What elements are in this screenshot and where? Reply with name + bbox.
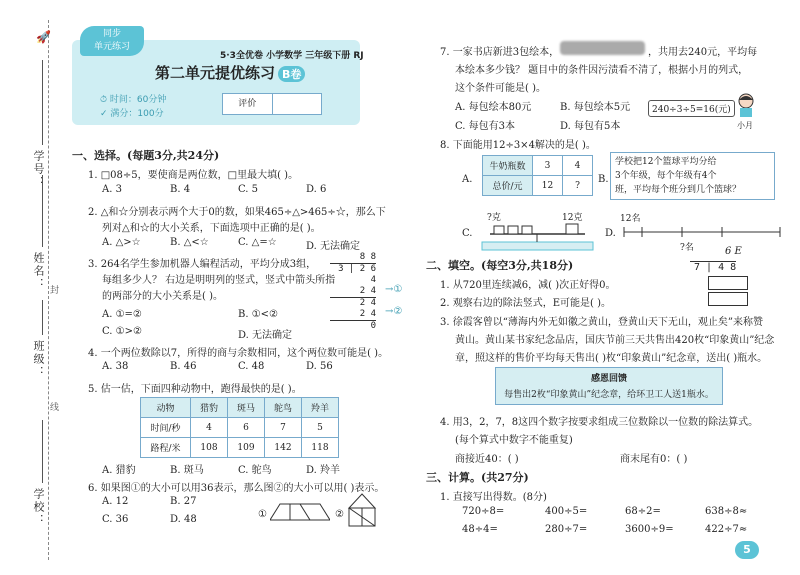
balance-scale-figure (480, 220, 595, 252)
table-cell: 时间/秒 (141, 418, 191, 438)
q7-stem-line3: 这个条件可能是( )。 (455, 83, 546, 94)
table-header-cell: 羚羊 (302, 398, 339, 418)
q8-stem: 8. 下面能用12÷3×4解决的是( )。 (440, 140, 596, 151)
table-header-cell: 鸵鸟 (265, 398, 302, 418)
table-header-cell: 动物 (141, 398, 191, 418)
q2-option-b[interactable]: B. △<☆ (170, 237, 209, 248)
div-quotient: 8 8 (359, 252, 376, 262)
q7-formula-bubble: 240÷3÷5=16(元) (648, 100, 735, 117)
table-header-row (141, 398, 339, 418)
q6-fig2-label: ② (335, 509, 344, 520)
q1-option-b[interactable]: B. 4 (170, 184, 191, 195)
q6-option-b[interactable]: B. 27 (170, 496, 197, 507)
table-cell: 3 (533, 156, 563, 176)
q7-option-a[interactable]: A. 每包绘本80元 (455, 102, 532, 113)
girl-name-label: 小月 (737, 121, 753, 130)
q3-stem-line1: 3. 264名学生参加机器人编程活动，平均分成3组， (88, 259, 317, 270)
class-line (42, 300, 43, 335)
class-label: 班级： (32, 340, 45, 379)
time-info: ⏱ 时间：60分钟 (100, 95, 167, 105)
seal-mark: 封 (50, 286, 60, 296)
table-cell: 路程/米 (141, 438, 191, 458)
table-cell: 118 (302, 438, 339, 458)
division-body: 7 | 4 8 (690, 261, 736, 273)
q8-option-b-label[interactable]: B. (598, 174, 609, 185)
mark2-text: ② (393, 306, 403, 317)
table-cell: ? (563, 176, 593, 196)
student-id-line (42, 60, 43, 145)
seal-mark-2: 线 (50, 403, 60, 413)
table-cell: 12 (533, 176, 563, 196)
q2-option-c[interactable]: C. △=☆ (238, 237, 277, 248)
table-cell: 牛奶瓶数 (483, 156, 533, 176)
tangram-figure-1 (270, 500, 330, 522)
section3-title: 三、计算。(共27分) (426, 471, 529, 484)
gratitude-banner (495, 367, 723, 405)
page-number: 5 (735, 541, 759, 559)
calc-2-3[interactable]: 3600÷9= (625, 524, 674, 535)
q2-option-d[interactable]: D. 无法确定 (306, 241, 361, 252)
milk-price-table (482, 155, 593, 196)
line-top-label: 12名 (620, 214, 641, 224)
q7-stem-line2: 本绘本多少钱？ 题目中的条件因污渍看不清了，根据小月的列式， (455, 65, 749, 76)
q3-option-d[interactable]: D. 无法确定 (238, 330, 293, 341)
evaluation-box (222, 93, 322, 115)
table-cell: 5 (302, 418, 339, 438)
student-id-label: 学号： (32, 150, 45, 189)
mark1-text: ① (393, 284, 403, 295)
q4-stem: 4. 一个两位数除以7，所得的商与余数相同，这个两位数可能是( )。 (88, 348, 389, 359)
table-row (141, 438, 339, 458)
scale-right-label: 12克 (562, 213, 583, 223)
q3-mark-1: →① (385, 284, 403, 295)
banner-title: 感恩回馈 (590, 374, 627, 384)
ribbon-line2: 单元练习 (93, 42, 130, 52)
s2-q3-line2: 黄山。黄山某书家纪念品店，国庆节前三天共售出420枚“印象黄山”纪念 (455, 335, 775, 346)
q2-option-a[interactable]: A. △>☆ (102, 237, 141, 248)
div-remainder: 0 (330, 320, 376, 332)
q3-stem-line3: 的两部分的大小关系是( )。 (102, 291, 223, 302)
q1-option-a[interactable]: A. 3 (102, 184, 122, 195)
s2-q3-line3: 章，照这样的售价平均每天售出( )枚“印象黄山”纪念章，送出( )瓶水。 (455, 353, 768, 364)
table-header-cell: 斑马 (228, 398, 265, 418)
q6-stem: 6. 如果图①的大小可以用36表示，那么图②的大小可以用( )表示。 (88, 483, 385, 494)
q5-option-b[interactable]: B. 斑马 (170, 465, 204, 476)
tangram-figure-2 (347, 492, 377, 528)
binding-dashed-line (48, 20, 49, 560)
school-line (42, 420, 43, 483)
div-step1: 2 4 (359, 286, 376, 296)
q5-option-c[interactable]: C. 鸵鸟 (238, 465, 272, 476)
q7-option-b[interactable]: B. 每包绘本5元 (560, 102, 631, 113)
division-boxes-2[interactable] (708, 292, 748, 306)
q7-stem-line1-a: 7. 一家书店新进3包绘本， (440, 47, 560, 58)
school-label: 学校： (32, 488, 45, 527)
table-cell: 6 (228, 418, 265, 438)
q7-option-c[interactable]: C. 每包有3本 (455, 121, 516, 132)
table-cell: 总价/元 (483, 176, 533, 196)
table-cell: 4 (191, 418, 228, 438)
table-cell: 108 (191, 438, 228, 458)
q2-stem-line1: 2. △和☆分别表示两个大于0的数，如果465÷△>465÷☆，那么下 (88, 207, 386, 218)
optb-line3: 班，平均每个班分到几个篮球？ (615, 185, 742, 195)
scale-left-label: ?克 (487, 213, 501, 223)
table-cell: 7 (265, 418, 302, 438)
q3-mark-2: →② (385, 306, 403, 317)
division-quotient: 6 E (725, 246, 742, 257)
division-boxes[interactable] (708, 276, 748, 290)
q7-option-d[interactable]: D. 每包有5本 (560, 121, 621, 132)
q4-option-d[interactable]: D. 56 (306, 361, 333, 372)
s3-sub1: 1. 直接写出得数。(8分) (440, 492, 547, 503)
q5-option-d[interactable]: D. 羚羊 (306, 465, 341, 476)
table-row (141, 418, 339, 438)
q6-option-a[interactable]: A. 12 (102, 496, 129, 507)
q5-option-a[interactable]: A. 猎豹 (102, 465, 136, 476)
evaluation-blank[interactable] (273, 94, 322, 114)
table-row (483, 156, 593, 176)
score-info: ✓ 满分：100分 (100, 109, 164, 119)
animal-speed-table (140, 397, 339, 458)
q8-option-b-box (610, 152, 775, 200)
q7-stem-line1-b: ，共用去240元，平均每 (648, 47, 758, 58)
calc-2-1[interactable]: 48÷4= (462, 524, 498, 535)
version-badge: B卷 (278, 66, 305, 82)
series-header: 5·3全优卷 小学数学 三年级下册 RJ (220, 51, 364, 61)
line-bottom-label: ?名 (680, 243, 694, 253)
full-score-text: 满分：100分 (110, 109, 164, 119)
section2-title: 二、填空。(每空3分,共18分) (426, 259, 574, 272)
table-cell: 142 (265, 438, 302, 458)
name-line (42, 175, 43, 247)
evaluation-label: 评价 (223, 94, 273, 114)
ribbon-line1: 同步 (102, 29, 121, 39)
table-cell: 4 (563, 156, 593, 176)
q6-option-c[interactable]: C. 36 (102, 514, 129, 525)
q3-option-a[interactable]: A. ①=② (102, 309, 142, 320)
calc-2-4[interactable]: 422÷7≈ (705, 524, 748, 535)
q5-stem: 5. 估一估，下面四种动物中，跑得最快的是( )。 (88, 384, 302, 395)
calc-2-2[interactable]: 280÷7= (545, 524, 588, 535)
optb-line2: 3个年级，每个年级有4个 (615, 171, 717, 181)
q3-option-b[interactable]: B. ①<② (238, 309, 279, 320)
q2-stem-line2: 列对△和☆的大小关系，下面选项中正确的是( )。 (102, 223, 321, 234)
s2-q4-answer-b[interactable]: 商末尾有0：( ) (620, 454, 688, 465)
q6-fig1-label: ① (258, 509, 267, 520)
title-text: 第二单元提优练习 (155, 64, 276, 82)
banner-text: 每售出2枚“印象黄山”纪念章，给环卫工人送1瓶水。 (504, 390, 714, 400)
time-text: 时间：60分钟 (109, 95, 167, 105)
q4-option-a[interactable]: A. 38 (102, 361, 129, 372)
s2-q4-line1: 4. 用3，2，7，8这四个数字按要求组成三位数除以一位数的除法算式。 (440, 417, 759, 428)
q3-stem-line2: 每组多少人？ 右边是明明列的竖式，竖式中箭头所指 (102, 275, 336, 286)
table-header-cell: 猎豹 (191, 398, 228, 418)
q3-option-c[interactable]: C. ①>② (102, 326, 142, 337)
q3-long-division (330, 252, 376, 332)
q8-option-d-label[interactable]: D. (605, 228, 616, 239)
q8-option-c-label[interactable]: C. (462, 228, 473, 239)
optb-line1: 学校把12个篮球平均分给 (615, 157, 717, 167)
q1-stem: 1. □08÷5，要使商是两位数，□里最大填( )。 (88, 170, 299, 181)
div-dividend: 3 | 2 6 4 (330, 263, 376, 286)
s2-q4-answer-a[interactable]: 商接近40：( ) (455, 454, 519, 465)
name-label: 姓名： (32, 252, 45, 291)
s2-q4-line2: (每个算式中数字不能重复) (455, 435, 573, 446)
calc-1-3[interactable]: 68÷2= (625, 506, 661, 517)
calc-1-2[interactable]: 400÷5= (545, 506, 588, 517)
div-step2: 2 4 (330, 297, 376, 309)
stain-blur (560, 41, 645, 55)
segment-diagram (622, 222, 782, 242)
q4-option-c[interactable]: C. 48 (238, 361, 265, 372)
girl-icon (735, 92, 757, 118)
ribbon-badge (80, 26, 144, 56)
q6-option-d[interactable]: D. 48 (170, 514, 197, 525)
calc-1-4[interactable]: 638÷8≈ (705, 506, 748, 517)
rocket-icon: 🚀 (36, 30, 51, 44)
q4-option-b[interactable]: B. 46 (170, 361, 197, 372)
section1-title: 一、选择。(每题3分,共24分) (72, 149, 220, 162)
calc-1-1[interactable]: 720÷8= (462, 506, 505, 517)
table-cell: 109 (228, 438, 265, 458)
s2-q2: 2. 观察右边的除法竖式，E可能是( )。 (440, 298, 612, 309)
s2-q3-line1: 3. 徐霞客曾以“薄海内外无如徽之黄山，登黄山天下无山，观止矣”来称赞 (440, 317, 763, 328)
div-step3: 2 4 (359, 309, 376, 319)
q1-option-c[interactable]: C. 5 (238, 184, 259, 195)
table-row (483, 176, 593, 196)
page-title (155, 62, 305, 83)
q1-option-d[interactable]: D. 6 (306, 184, 327, 195)
s2-q1: 1. 从720里连续减6，减( )次正好得0。 (440, 280, 616, 291)
q8-option-a-label[interactable]: A. (462, 174, 473, 185)
